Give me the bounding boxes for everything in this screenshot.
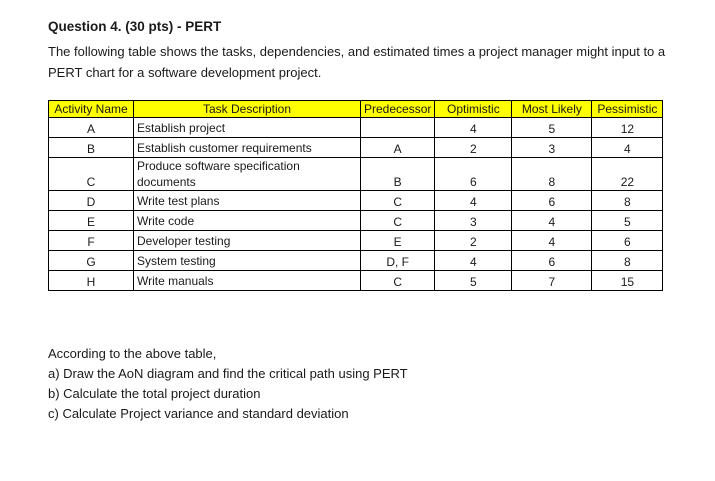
cell-predecessor: A [361,138,435,158]
table-row [49,251,663,271]
cell-predecessor [361,118,435,138]
table-row [49,191,663,211]
header-pessimistic: Pessimistic [592,101,663,118]
cell-predecessor: E [361,231,435,251]
cell-activity: F [49,231,134,251]
header-most-likely: Most Likely [512,101,592,118]
cell-pessimistic: 22 [592,158,663,191]
cell-activity: D [49,191,134,211]
cell-optimistic: 2 [435,231,512,251]
cell-pessimistic: 12 [592,118,663,138]
cell-most-likely: 6 [512,191,592,211]
cell-activity: A [49,118,134,138]
table-header-row [49,101,663,118]
header-activity: Activity Name [49,101,134,118]
cell-pessimistic: 5 [592,211,663,231]
header-optimistic: Optimistic [435,101,512,118]
cell-most-likely: 5 [512,118,592,138]
question-heading: Question 4. (30 pts) - PERT [48,19,222,34]
cell-optimistic: 4 [435,191,512,211]
cell-description: Establish project [134,118,361,138]
cell-predecessor: C [361,191,435,211]
cell-predecessor: B [361,158,435,191]
header-description: Task Description [134,101,361,118]
table-row [49,138,663,158]
cell-optimistic: 3 [435,211,512,231]
cell-predecessor: C [361,271,435,291]
cell-optimistic: 5 [435,271,512,291]
cell-pessimistic: 8 [592,191,663,211]
cell-description: Write manuals [134,271,361,291]
cell-optimistic: 4 [435,118,512,138]
cell-description: Developer testing [134,231,361,251]
cell-activity: E [49,211,134,231]
cell-description: Establish customer requirements [134,138,361,158]
cell-description: System testing [134,251,361,271]
cell-pessimistic: 4 [592,138,663,158]
cell-most-likely: 3 [512,138,592,158]
cell-optimistic: 2 [435,138,512,158]
cell-pessimistic: 15 [592,271,663,291]
cell-activity: H [49,271,134,291]
cell-activity: C [49,158,134,191]
header-predecessor: Predecessor [361,101,435,118]
cell-description: Produce software specification documents [134,158,361,191]
cell-pessimistic: 6 [592,231,663,251]
cell-most-likely: 4 [512,231,592,251]
cell-most-likely: 6 [512,251,592,271]
cell-description: Write test plans [134,191,361,211]
cell-optimistic: 4 [435,251,512,271]
question-a: a) Draw the AoN diagram and find the critical path using PERT [48,366,408,381]
intro-text: The following table shows the tasks, dependencies, and estimated times a project manager might input to a PERT chart for a software development project. [48,44,666,80]
cell-description: Write code [134,211,361,231]
table-row [49,271,663,291]
cell-most-likely: 8 [512,158,592,191]
question-b: b) Calculate the total project duration [48,386,261,401]
question-list [48,344,408,424]
cell-predecessor: D, F [361,251,435,271]
cell-pessimistic: 8 [592,251,663,271]
table-row [49,158,663,191]
cell-most-likely: 7 [512,271,592,291]
table-row [49,211,663,231]
cell-optimistic: 6 [435,158,512,191]
pert-table [48,100,663,291]
cell-most-likely: 4 [512,211,592,231]
cell-activity: G [49,251,134,271]
table-row [49,231,663,251]
question-c: c) Calculate Project variance and standard deviation [48,406,349,421]
table-row [49,118,663,138]
question-lead: According to the above table, [48,346,217,361]
cell-predecessor: C [361,211,435,231]
cell-activity: B [49,138,134,158]
